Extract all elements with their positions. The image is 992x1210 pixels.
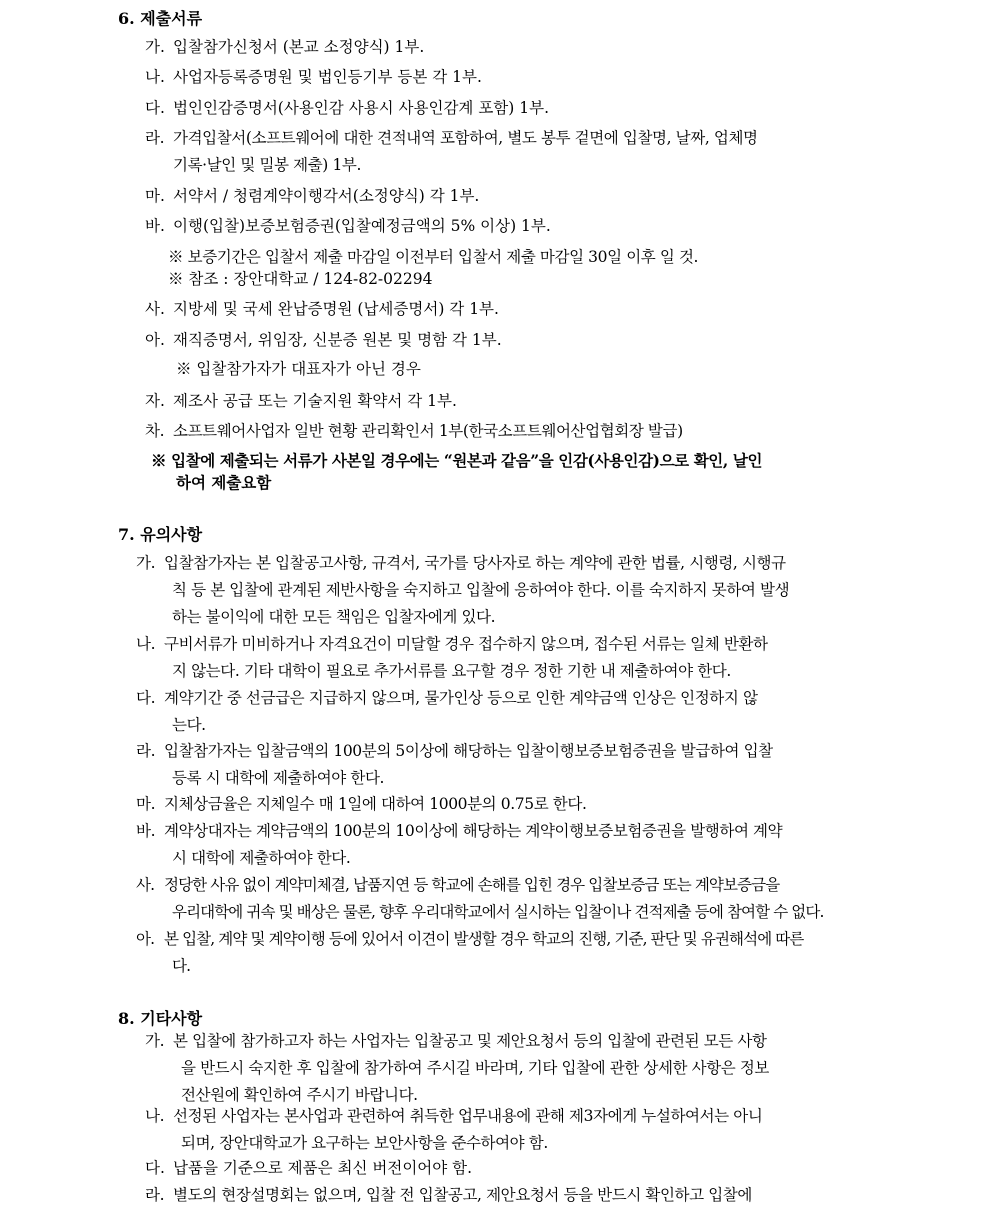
item-marker: 다. — [145, 1159, 165, 1177]
item-text: 납품을 기준으로 제품은 최신 버전이어야 함. — [173, 1159, 473, 1177]
item-marker: 나. — [136, 635, 156, 653]
item-text: 소프트웨어사업자 일반 현황 관리확인서 1부(한국소프트웨어산업협회장 발급) — [173, 422, 683, 440]
item-text-cont: 시 대학에 제출하여야 한다. — [172, 849, 351, 867]
item-text-cont: 우리대학에 귀속 및 배상은 물론, 향후 우리대학교에서 실시하는 입찰이나 견적제출 등에 참여할 수 없다. — [172, 903, 824, 921]
section-7-title: 7. 유의사항 — [118, 525, 203, 544]
item-marker: 가. — [145, 1032, 165, 1050]
s6-note-reference: ※ 참조 : 장안대학교 / 124-82-02294 — [168, 270, 433, 288]
item-marker: 사. — [136, 876, 155, 894]
section-6-title: 6. 제출서류 — [118, 9, 203, 28]
item-text: 본 입찰, 계약 및 계약이행 등에 있어서 이견이 발생할 경우 학교의 진행, 기준, 판단 및 유권해석에 따른 — [164, 930, 804, 948]
item-text-cont: 등록 시 대학에 제출하여야 한다. — [172, 769, 385, 787]
item-marker: 자. — [145, 392, 165, 410]
item-marker: 라. — [145, 129, 165, 147]
s6-copy-notice: ※ 입찰에 제출되는 서류가 사본일 경우에는 “원본과 같음”을 인감(사용인감)으로 확인, 날인 — [151, 451, 763, 470]
item-text-cont: 을 반드시 숙지한 후 입찰에 참가하여 주시길 바라며, 기타 입찰에 관한 상세한 사항은 정보 — [181, 1059, 770, 1077]
item-text-cont: 되며, 장안대학교가 요구하는 보안사항을 준수하여야 함. — [181, 1134, 548, 1152]
item-text: 선정된 사업자는 본사업과 관련하여 취득한 업무내용에 관해 제3자에게 누설하여서는 아니 — [173, 1107, 763, 1125]
item-text-cont: 기록·날인 및 밀봉 제출) 1부. — [173, 156, 362, 174]
item-marker: 바. — [145, 217, 165, 235]
item-text-cont: 지 않는다. 기타 대학이 필요로 추가서류를 요구할 경우 정한 기한 내 제출하여야 한다. — [172, 662, 731, 680]
item-text: 이행(입찰)보증보험증권(입찰예정금액의 5% 이상) 1부. — [173, 217, 551, 235]
item-text: 계약상대자는 계약금액의 100분의 10이상에 해당하는 계약이행보증보험증권을 발행하여 계약 — [164, 822, 783, 840]
item-text: 지체상금율은 지체일수 매 1일에 대하여 1000분의 0.75로 한다. — [164, 795, 587, 813]
item-text: 가격입찰서(소프트웨어에 대한 견적내역 포함하여, 별도 봉투 겉면에 입찰명, 날짜, 업체명 — [173, 129, 758, 147]
item-marker: 라. — [136, 742, 156, 760]
item-text: 입찰참가신청서 (본교 소정양식) 1부. — [173, 38, 425, 56]
item-text: 정당한 사유 없이 계약미체결, 납품지연 등 학교에 손해를 입힌 경우 입찰보증금 또는 계약보증금을 — [164, 876, 780, 894]
item-marker: 나. — [145, 1107, 165, 1125]
item-text: 입찰참가자는 입찰금액의 100분의 5이상에 해당하는 입찰이행보증보험증권을 발급하여 입찰 — [164, 742, 773, 760]
item-text: 사업자등록증명원 및 법인등기부 등본 각 1부. — [173, 68, 482, 86]
item-marker: 다. — [136, 689, 156, 707]
item-marker: 다. — [145, 99, 165, 117]
item-text: 별도의 현장설명회는 없으며, 입찰 전 입찰공고, 제안요청서 등을 반드시 확인하고 입찰에 — [173, 1186, 752, 1204]
s6-note-guarantee-period: ※ 보증기간은 입찰서 제출 마감일 이전부터 입찰서 제출 마감일 30일 이후 일 것. — [168, 248, 699, 266]
item-marker: 차. — [145, 422, 165, 440]
item-marker: 바. — [136, 822, 156, 840]
item-marker: 아. — [145, 331, 165, 349]
s6-note-representative: ※ 입찰참가자가 대표자가 아닌 경우 — [176, 360, 421, 378]
item-marker: 마. — [136, 795, 156, 813]
item-text-cont: 다. — [172, 957, 191, 975]
item-marker: 라. — [145, 1186, 165, 1204]
item-text: 계약기간 중 선금급은 지급하지 않으며, 물가인상 등으로 인한 계약금액 인상은 인정하지 않 — [164, 689, 758, 707]
item-text: 서약서 / 청렴계약이행각서(소정양식) 각 1부. — [173, 187, 480, 205]
item-marker: 아. — [136, 930, 155, 948]
item-text-cont: 칙 등 본 입찰에 관계된 제반사항을 숙지하고 입찰에 응하여야 한다. 이를 숙지하지 못하여 발생 — [172, 581, 790, 599]
item-text: 입찰참가자는 본 입찰공고사항, 규격서, 국가를 당사자로 하는 계약에 관한 법률, 시행령, 시행규 — [164, 554, 786, 572]
item-text: 제조사 공급 또는 기술지원 확약서 각 1부. — [173, 392, 457, 410]
item-text-cont: 하는 불이익에 대한 모든 책임은 입찰자에게 있다. — [172, 608, 496, 626]
section-8-title: 8. 기타사항 — [118, 1009, 203, 1028]
item-text: 지방세 및 국세 완납증명원 (납세증명서) 각 1부. — [173, 300, 499, 318]
item-text: 재직증명서, 위임장, 신분증 원본 및 명함 각 1부. — [173, 331, 502, 349]
item-marker: 나. — [145, 68, 165, 86]
item-text: 본 입찰에 참가하고자 하는 사업자는 입찰공고 및 제안요청서 등의 입찰에 관련된 모든 사항 — [173, 1032, 767, 1050]
item-marker: 가. — [136, 554, 156, 572]
item-marker: 마. — [145, 187, 165, 205]
item-text-cont: 전산원에 확인하여 주시기 바랍니다. — [181, 1086, 418, 1104]
item-text-cont: 는다. — [172, 716, 206, 734]
item-text: 구비서류가 미비하거나 자격요건이 미달할 경우 접수하지 않으며, 접수된 서류는 일체 반환하 — [164, 635, 768, 653]
item-text: 법인인감증명서(사용인감 사용시 사용인감계 포함) 1부. — [173, 99, 549, 117]
item-marker: 가. — [145, 38, 165, 56]
s6-copy-notice-cont: 하여 제출요함 — [176, 473, 272, 492]
item-marker: 사. — [145, 300, 165, 318]
